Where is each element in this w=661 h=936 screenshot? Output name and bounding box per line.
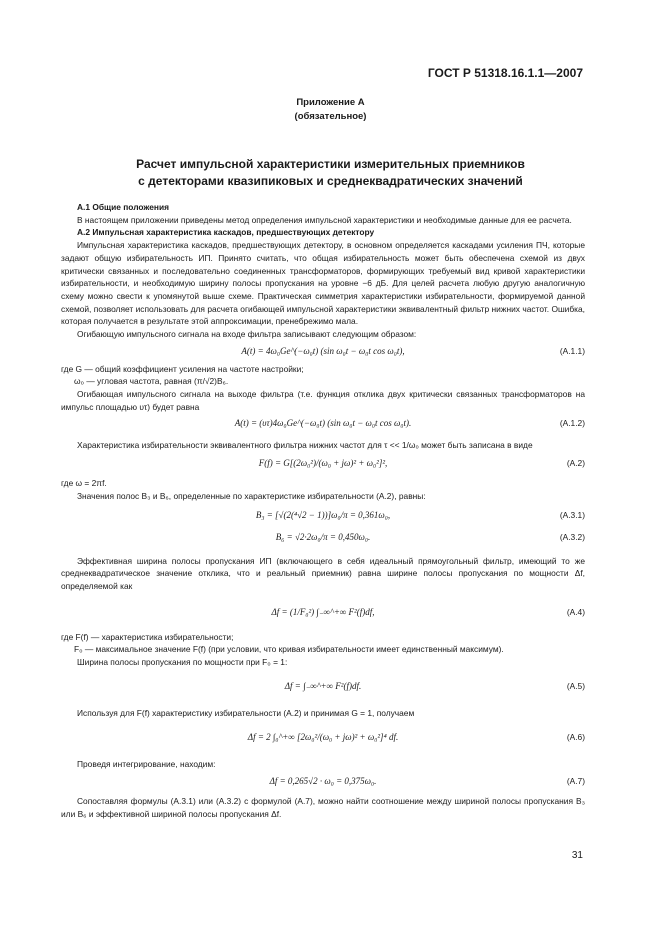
formula-number: (А.6) <box>566 731 585 742</box>
formula-text: F(f) = G[(2ω₀²)/(ω₀ + jω)² + ω₀²]², <box>258 458 388 469</box>
appendix-status: (обязательное) <box>294 111 367 122</box>
paragraph: Эффективная ширина полосы пропускания ИП (включающего в себя идеальный прямоугольный фильтр, имеющий то же среднеквадратическое значение отклика, что и реальный приемник) равна ширине полосы пропускания по мощности Δf, определяемой как <box>61 555 585 592</box>
paragraph: Проведя интегрирование, находим: <box>77 758 216 769</box>
section-heading-a2: А.2 Импульсная характеристика каскадов, предшествующих детектору <box>77 227 375 238</box>
formula-a1-2 <box>61 417 585 431</box>
paragraph: Огибающая импульсного сигнала на выходе фильтра (т.е. функция отклика двух критически связанных трансформаторов на импульс площадью υτ) будет равна <box>61 389 585 412</box>
paragraph: Ширина полосы пропускания по мощности при F₀ = 1: <box>77 657 288 668</box>
paragraph: Характеристика избирательности эквивалентного фильтра нижних частот для τ << 1/ω₀ может быть записана в виде <box>77 439 533 450</box>
paragraph: Импульсная характеристика каскадов, предшествующих детектору, в основном определяется каскадами усиления ПЧ, которые задают общую избирательность ИП. Принято считать, что общая избирательность может быть обеспечена схемой из двух критически связанных и последовательно соединенных трансформаторов, формирующих требуемый вид кривой характеристики избирательности, и необходимую ширину полосы пропускания на уровне −6 дБ. Для целей расчета любую другую аналогичную схему можно свести к упомянутой выше схеме. Практическая симметрия характеристики избирательности, формируемой данной схемой, позволяет использовать для расчета огибающей импульсной характеристики эквивалентный фильтр нижних частот. Ошибка, которая получается в результате этой аппроксимации, пренебрежимо мала. <box>61 240 585 327</box>
formula-number: (А.1.1) <box>559 345 585 356</box>
formula-a6 <box>61 722 585 752</box>
formula-text: Δf = (1/F₀²) ∫₋∞^+∞ F²(f)df, <box>271 606 375 617</box>
appendix-label: Приложение А <box>296 97 365 108</box>
title-line-2: с детекторами квазипиковых и среднеквадратических значений <box>138 174 523 188</box>
paragraph: Сопоставляя формулы (А.3.1) или (А.3.2) с формулой (А.7), можно найти соотношение между шириной полосы пропускания B₃ или B₆ и эффективной шириной полосы пропускания Δf. <box>61 796 585 819</box>
formula-a2 <box>61 457 585 471</box>
formula-text: A(t) = 4ω₀Ge^(−ω₀t) (sin ω₀t − ω₀t cos ω₀t), <box>241 345 405 356</box>
paragraph: Используя для F(f) характеристику избирательности (А.2) и принимая G = 1, получаем <box>77 707 415 718</box>
paragraph: В настоящем приложении приведены метод определения импульсной характеристики и необходимые данные для ее расчета. <box>77 214 572 225</box>
formula-a3-1 <box>61 509 585 523</box>
section-heading-a1: А.1 Общие положения <box>77 202 170 212</box>
formula-a7 <box>61 775 585 789</box>
formula-text: A(t) = (υτ)4ω₀Ge^(−ω₀t) (sin ω₀t − ω₀t cos ω₀t). <box>234 417 412 428</box>
paragraph: Огибающую импульсного сигнала на входе фильтра записывают следующим образом: <box>77 329 417 340</box>
formula-number: (А.4) <box>566 606 585 617</box>
paragraph: Значения полос B₃ и B₆, определенные по характеристике избирательности (А.2), равны: <box>77 490 426 501</box>
document-body <box>61 201 585 821</box>
page-number: 31 <box>571 850 583 861</box>
definition: где ω = 2πf. <box>61 478 107 489</box>
formula-a5 <box>61 671 585 701</box>
formula-a4 <box>61 597 585 627</box>
formula-a3-2 <box>61 531 585 545</box>
formula-number: (А.3.2) <box>559 531 585 542</box>
formula-text: B₆ = √2·2ω₀/π = 0,450ω₀. <box>275 531 371 542</box>
title-line-1: Расчет импульсной характеристики измерительных приемников <box>136 157 525 171</box>
formula-text: Δf = ∫₋∞^+∞ F²(f)df. <box>284 680 362 691</box>
formula-number: (А.2) <box>566 458 585 469</box>
formula-number: (А.3.1) <box>559 509 585 520</box>
document-code: ГОСТ Р 51318.16.1.1—2007 <box>427 66 583 80</box>
formula-a1-1 <box>61 345 585 359</box>
definition: где F(f) — характеристика избирательности; <box>61 631 234 642</box>
formula-text: Δf = 0,265√2 · ω₀ = 0,375ω₀. <box>269 776 377 787</box>
formula-number: (А.7) <box>566 776 585 787</box>
definition: где G — общий коэффициент усиления на частоте настройки; <box>61 363 304 374</box>
formula-number: (А.5) <box>566 680 585 691</box>
formula-text: B₃ = [√(2(⁴√2 − 1))]ω₀/π = 0,361ω₀, <box>255 509 391 520</box>
definition: ω₀ — угловая частота, равная (π/√2)B₆. <box>74 376 229 387</box>
formula-number: (А.1.2) <box>559 417 585 428</box>
page-title <box>0 156 661 190</box>
definition: F₀ — максимальное значение F(f) (при условии, что кривая избирательности имеет единственный максимум). <box>74 644 504 655</box>
formula-text: Δf = 2 ∫₀^+∞ [2ω₀²/(ω₀ + jω)² + ω₀²]⁴ df. <box>247 731 399 742</box>
appendix-heading <box>0 96 661 124</box>
